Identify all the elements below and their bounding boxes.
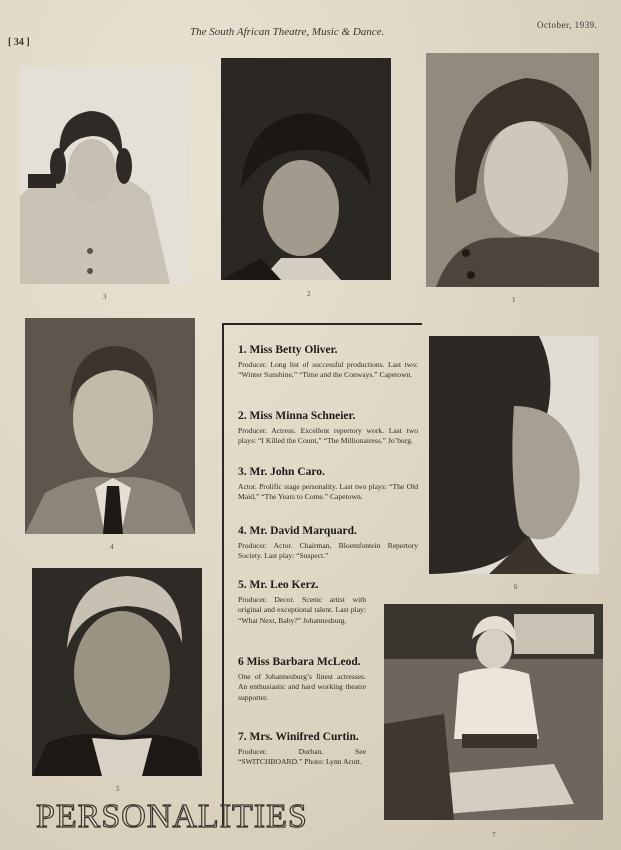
entry-4 (238, 524, 418, 562)
entry-1 (238, 343, 418, 381)
entry-1-heading: 1. Miss Betty Oliver. (238, 344, 338, 356)
magazine-title: The South African Theatre, Music & Dance. (190, 26, 385, 38)
entry-6-heading: 6 Miss Barbara McLeod. (238, 656, 361, 668)
entry-2 (238, 409, 418, 447)
page-heading-personalities: PERSONALITIES (36, 798, 308, 835)
caption-5: 5 (116, 785, 120, 793)
entry-5-heading: 5. Mr. Leo Kerz. (238, 579, 319, 591)
entry-7-heading: 7. Mrs. Winifred Curtin. (238, 731, 359, 743)
page-number: [ 34 ] (8, 37, 30, 48)
entry-5-text: Producer. Decor. Scenic artist with original and exceptional talent. Last play: “What Next, Baby?” Johannesburg. (238, 595, 366, 625)
entry-4-text: Producer. Actor. Chairman, Bloemfontein Repertory Society. Last play: “Suspect.” (238, 541, 418, 561)
caption-4: 4 (110, 543, 114, 551)
entry-7 (238, 730, 366, 768)
personalities-list (222, 323, 422, 825)
caption-3: 3 (103, 293, 107, 301)
caption-6: 6 (514, 583, 518, 591)
entry-3 (238, 465, 418, 503)
photo-2-minna-schneier (221, 58, 391, 280)
caption-1: 1 (512, 296, 516, 304)
entry-6-text: One of Johannesburg’s finest actresses. An enthusiastic and hard working theatre supporter. (238, 672, 366, 702)
issue-date: October, 1939. (537, 20, 598, 30)
entry-7-text: Producer. Durban. See “SWITCHBOARD.” Photo: Lynn Acutt. (238, 747, 366, 767)
photo-6-barbara-mcleod (429, 336, 599, 574)
caption-7: 7 (492, 831, 496, 839)
entry-5 (238, 578, 366, 626)
photo-1-betty-oliver (426, 53, 599, 287)
entry-2-heading: 2. Miss Minna Schneier. (238, 410, 356, 422)
photo-4-david-marquard (25, 318, 195, 534)
entry-1-text: Producer. Long list of successful productions. Last two: “Winter Sunshine,” “Time and the Conways.” Capetown. (238, 360, 418, 380)
photo-3-john-caro (20, 66, 190, 284)
entry-3-text: Actor. Prolific stage personality. Last two plays: “The Old Maid,” “The Years to Come.” Capetown. (238, 482, 418, 502)
caption-2: 2 (307, 290, 311, 298)
photo-5-leo-kerz (32, 568, 202, 776)
entry-6 (238, 655, 366, 703)
entry-2-text: Producer. Actress. Excellent repertory work. Last two plays: “I Killed the Count,” “The Millionairess.” Jo’burg. (238, 426, 418, 446)
entry-3-heading: 3. Mr. John Caro. (238, 466, 325, 478)
entry-4-heading: 4. Mr. David Marquard. (238, 525, 357, 537)
